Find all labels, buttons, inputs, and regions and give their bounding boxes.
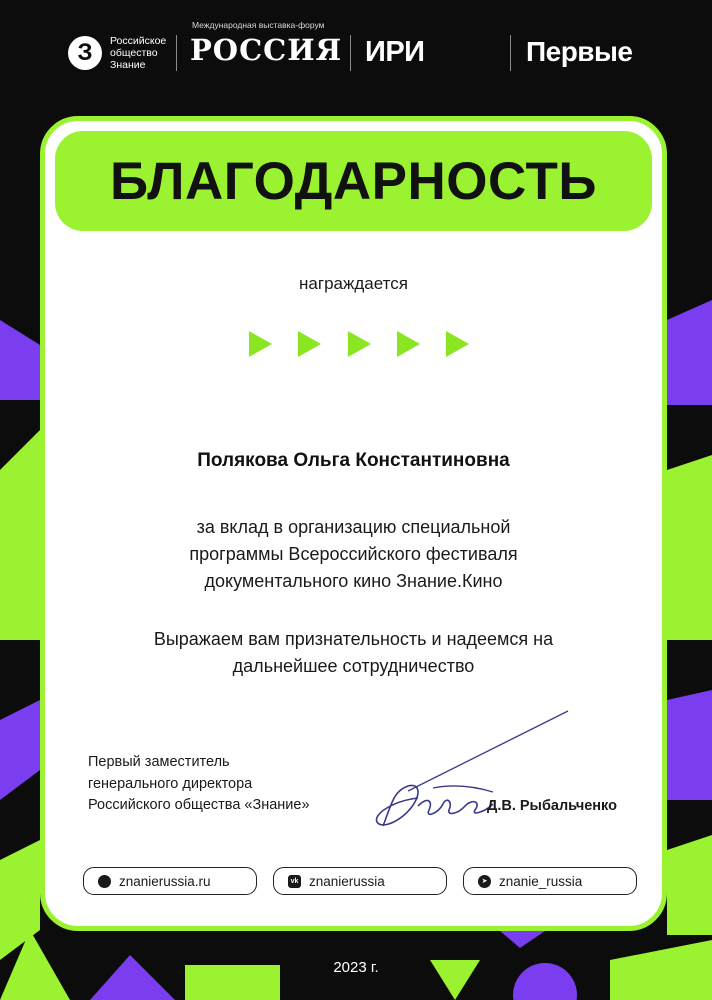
header-logos [0,0,712,110]
arrow-icon [397,331,420,357]
expo-logo: РОССИЯ [190,33,343,67]
arrow-icon [446,331,469,357]
awarded-label: награждается [299,274,408,293]
thanks-line: Выражаем вам признательность и надеемся на [153,629,554,649]
website-text: znanierussia.ru [119,873,211,889]
website-link[interactable] [83,867,257,895]
signatory-name: Д.В. Рыбальченко [487,798,617,814]
org-logo-line: Знание [110,59,146,71]
telegram-icon: ➤ [478,875,491,888]
pervye-logo: Первые [526,36,633,67]
certificate-title: БЛАГОДАРНОСТЬ [110,151,597,211]
signatory-title-line: Первый заместитель [88,754,230,770]
header-divider [350,35,351,71]
reason-line: за вклад в организацию специальной [196,517,511,537]
arrow-icon [348,331,371,357]
award-reason [105,514,602,595]
thanks-line: дальнейшее сотрудничество [232,656,475,676]
recipient-name: Полякова Ольга Константиновна [197,450,510,471]
arrow-icon [249,331,272,357]
certificate-card [40,116,667,931]
iri-logo: ИРИ [365,36,425,68]
vk-link[interactable] [273,867,447,895]
thanks-message [85,626,622,680]
signatory-title-line: Российского общества «Знание» [88,797,310,813]
header-divider [510,35,511,71]
reason-line: документального кино Знание.Кино [204,571,503,591]
title-banner [55,131,652,231]
arrow-decoration [249,331,469,361]
vk-icon: vk [288,875,301,888]
expo-caption: Международная выставка-форум [192,20,325,30]
znanie-logo-icon: З [68,36,102,70]
telegram-link[interactable] [463,867,637,895]
signatory-title-line: генерального директора [88,775,253,792]
contact-links [83,867,637,895]
arrow-icon [298,331,321,357]
header-divider [176,35,177,71]
certificate-year: 2023 г. [333,959,379,976]
globe-icon [98,875,111,888]
telegram-text: znanie_russia [499,873,583,889]
signatory-title [88,752,310,817]
org-logo-line: Российское [110,35,167,47]
org-logo [68,35,166,71]
signature-image [363,706,593,836]
reason-line: программы Всероссийского фестиваля [189,544,518,564]
org-logo-text [110,35,166,71]
org-logo-line: общество [110,47,158,59]
vk-text: znanierussia [309,873,385,889]
